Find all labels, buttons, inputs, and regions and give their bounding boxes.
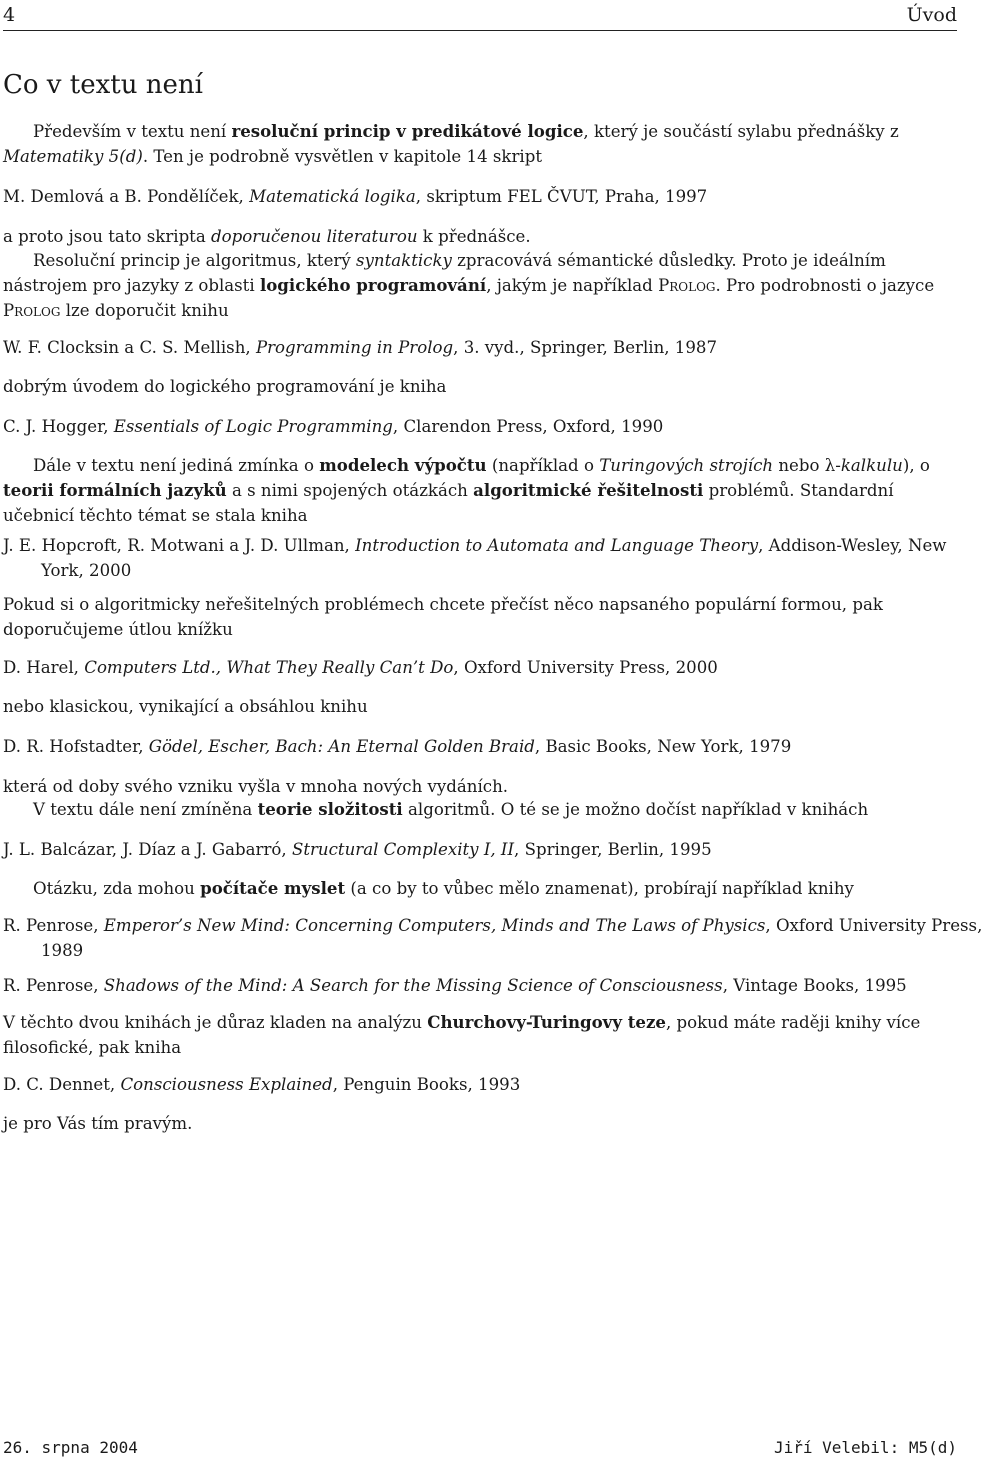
section-title: Co v textu není <box>3 70 203 100</box>
reference-balcazar: J. L. Balcázar, J. Díaz a J. Gabarró, Structural Complexity I, II, Springer, Berlin, 1995 <box>3 840 712 859</box>
paragraph-popular: Pokud si o algoritmicky neřešitelných problémech chcete přečíst něco napsaného populární formou, pak doporučujeme útlou knížku <box>3 595 883 639</box>
running-header <box>3 4 957 28</box>
footer-author: Jiří Velebil: M5(d) <box>773 1438 957 1457</box>
running-footer <box>3 1433 957 1457</box>
paragraph-resolution: Resoluční princip je algoritmus, který syntakticky zpracovává sémantické důsledky. Proto je ideálním nástrojem pro jazyky z oblasti logického programování, jakým je například Prolog. Pro podrobnosti o jazyce Prolog lze doporučit knihu <box>3 251 935 320</box>
paragraph-church-turing: V těchto dvou knihách je důraz kladen na analýzu Churchovy-Turingovy teze, pokud máte raději knihy více filosofické, pak kniha <box>3 1012 921 1057</box>
header-rule <box>3 30 957 31</box>
paragraph-closing: je pro Vás tím pravým. <box>3 1114 193 1133</box>
reference-penrose-emperor: R. Penrose, Emperor’s New Mind: Concerning Computers, Minds and The Laws of Physics, Oxford University Press, 1989 <box>3 916 983 960</box>
paragraph-computation-models: Dále v textu není jediná zmínka o modelech výpočtu (například o Turingových strojích nebo λ-kalkulu), o teorii formálních jazyků a s nimi spojených otázkách algoritmické řešitelnosti problémů. Standardní učebnicí těchto témat se stala kniha <box>3 455 930 525</box>
paragraph-editions: která od doby svého vzniku vyšla v mnoha nových vydáních. <box>3 777 509 796</box>
paragraph-thinking-machines: Otázku, zda mohou počítače myslet (a co by to vůbec mělo znamenat), probírají například knihy <box>33 878 854 898</box>
reference-dennet: D. C. Dennet, Consciousness Explained, Penguin Books, 1993 <box>3 1075 521 1094</box>
chapter-title: Úvod <box>906 4 957 26</box>
reference-demlova: M. Demlová a B. Pondělíček, Matematická logika, skriptum FEL ČVUT, Praha, 1997 <box>3 187 708 206</box>
reference-harel: D. Harel, Computers Ltd., What They Really Can’t Do, Oxford University Press, 2000 <box>3 658 718 677</box>
footer-date: 26. srpna 2004 <box>3 1438 138 1457</box>
page-number: 4 <box>3 4 16 26</box>
paragraph-complexity: V textu dále není zmíněna teorie složitosti algoritmů. O té se je možno dočíst například v knihách <box>33 799 869 819</box>
paragraph-classic: nebo klasickou, vynikající a obsáhlou knihu <box>3 697 368 716</box>
reference-clocksin: W. F. Clocksin a C. S. Mellish, Programming in Prolog, 3. vyd., Springer, Berlin, 1987 <box>3 338 718 357</box>
reference-hogger: C. J. Hogger, Essentials of Logic Programming, Clarendon Press, Oxford, 1990 <box>3 417 664 436</box>
reference-hofstadter: D. R. Hofstadter, Gödel, Escher, Bach: An Eternal Golden Braid, Basic Books, New York, 1979 <box>3 737 792 756</box>
reference-hopcroft: J. E. Hopcroft, R. Motwani a J. D. Ullman, Introduction to Automata and Language Theory, Addison-Wesley, New York, 2000 <box>3 536 947 580</box>
paragraph-logic-programming: dobrým úvodem do logického programování je kniha <box>3 377 447 396</box>
reference-penrose-shadows: R. Penrose, Shadows of the Mind: A Search for the Missing Science of Consciousness, Vintage Books, 1995 <box>3 976 907 995</box>
paragraph-recommended: a proto jsou tato skripta doporučenou literaturou k přednášce. <box>3 227 531 246</box>
paragraph-intro: Především v textu není resoluční princip v predikátové logice, který je součástí sylabu přednášky z Matematiky 5(d). Ten je podrobně vysvětlen v kapitole 14 skript <box>3 121 899 166</box>
